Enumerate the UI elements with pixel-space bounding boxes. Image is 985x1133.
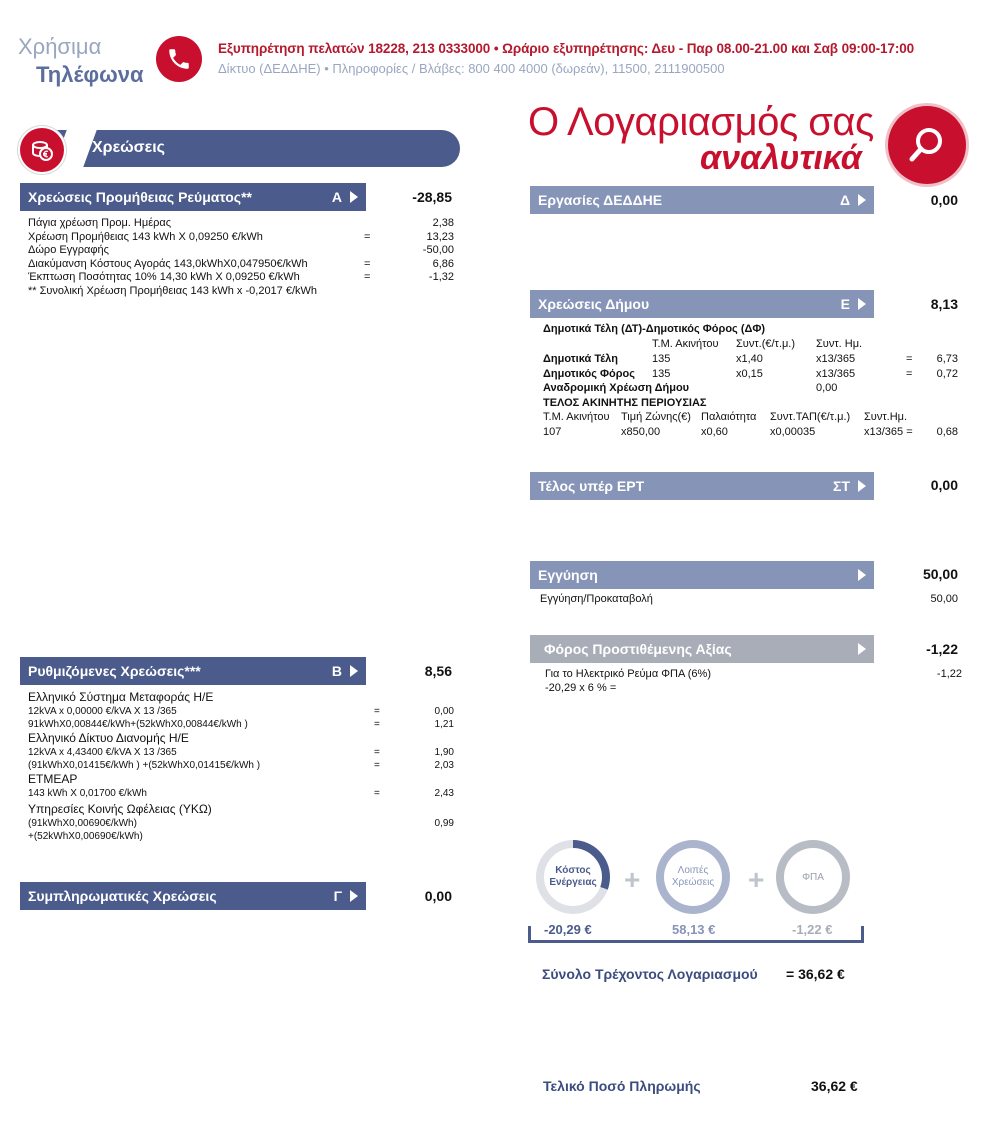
guarantee-bar[interactable] (530, 561, 874, 589)
phone-icon (156, 36, 202, 82)
final-payment-value: 36,62 € (811, 1078, 858, 1094)
arrow-right-icon (350, 890, 358, 902)
row-label: Διακύμανση Κόστους Αγοράς 143,0kWhX0,047950€/kWh (28, 257, 308, 270)
total-label: Σύνολο Τρέχοντος Λογαριασμού (542, 966, 758, 982)
donut-label: Χρεώσεις (671, 877, 715, 888)
row-eq: = (374, 760, 380, 771)
section-a-row (28, 258, 454, 272)
row-eq: = (364, 230, 371, 243)
row-cell: 135 (652, 368, 671, 380)
vat-row-value: -1,22 (936, 668, 962, 680)
arrow-right-icon (350, 665, 358, 677)
donut-label: ΦΠΑ (802, 871, 824, 883)
row-label: +(52kWhX0,00690€/kWh) (28, 831, 143, 842)
row-cell: x13/365 (816, 353, 856, 365)
row-eq: = (364, 257, 371, 270)
row-label: Αναδρομική Χρέωση Δήμου (543, 382, 690, 394)
row-cell: 135 (652, 353, 671, 365)
row-label: Έκπτωση Ποσότητας 10% 14,30 kWh X 0,09250 €/kWh (28, 271, 300, 283)
row-label: Πάγια χρέωση Προμ. Ημέρας (28, 217, 172, 229)
section-c-bar[interactable] (20, 882, 366, 910)
section-e-amount: 8,13 (930, 296, 958, 312)
other-charges-value: 58,13 € (672, 922, 716, 937)
row-value: 0,72 (936, 368, 958, 380)
row-value: 13,23 (426, 230, 454, 243)
transmission-title: Ελληνικό Σύστημα Μεταφοράς Η/Ε (28, 690, 214, 704)
row-eq: = (374, 788, 380, 799)
row-label: Δημοτικός Φόρος (543, 368, 635, 380)
row-value: 6,86 (432, 257, 454, 270)
customer-service-info: Εξυπηρέτηση πελατών 18228, 213 0333000 • Ωράριο εξυπηρέτησης: Δευ - Παρ 08.00-21.00 και Σαβ 09:00-17:00 (218, 41, 915, 56)
row-label: ** Συνολική Χρέωση Προμήθειας 143 kWh x -0,2017 €/kWh (28, 284, 318, 297)
section-e-code: Ε (840, 296, 850, 312)
section-d-bar[interactable] (530, 186, 874, 214)
row-label: (91kWhX0,00690€/kWh) (28, 818, 137, 829)
municipal-subtitle: Δημοτικά Τέλη (ΔΤ)-Δημοτικός Φόρος (ΔΦ) (543, 323, 766, 335)
arrow-right-icon (858, 298, 866, 310)
section-a-row (28, 231, 454, 245)
energy-cost-donut (536, 840, 610, 914)
section-a-rows (28, 217, 454, 298)
arrow-right-icon (858, 569, 866, 581)
section-d-amount: 0,00 (930, 192, 958, 208)
col-header: Τ.Μ. Ακινήτου (652, 338, 719, 350)
section-c-code: Γ (333, 888, 342, 904)
etmear-title: ΕΤΜΕΑΡ (28, 772, 78, 786)
section-st-amount: 0,00 (930, 477, 958, 493)
col-header: Τ.Μ. Ακινήτου (543, 411, 610, 423)
section-a-row (28, 244, 454, 258)
row-cell: x0,60 (701, 426, 728, 438)
network-info: Δίκτυο (ΔΕΔΔΗΕ) • Πληροφορίες / Βλάβες: 800 400 4000 (δωρεάν), 11500, 2111900500 (218, 61, 725, 76)
row-value: 1,90 (434, 747, 454, 758)
section-a-code: Α (331, 189, 342, 205)
row-cell: x0,00035 (770, 426, 816, 438)
bill-title-line2: αναλυτικά (700, 139, 862, 177)
yko-title: Υπηρεσίες Κοινής Ωφέλειας (ΥΚΩ) (28, 802, 212, 816)
magnifier-icon (888, 106, 966, 184)
vat-donut (776, 840, 850, 914)
row-value: 0,68 (936, 426, 958, 438)
row-label: Δημοτικά Τέλη (543, 353, 619, 365)
row-value: -1,32 (428, 271, 454, 283)
row-value: 1,21 (434, 719, 454, 730)
row-cell: x13/365 = (864, 426, 913, 438)
row-eq (364, 217, 394, 231)
vat-label: Φόρος Προστιθέμενης Αξίας (544, 641, 732, 657)
col-header: Συντ.(€/τ.μ.) (736, 338, 796, 350)
row-cell: 107 (543, 426, 562, 438)
section-st-bar[interactable] (530, 472, 874, 500)
donut-label: Κόστος (555, 865, 591, 876)
total-value: = 36,62 € (786, 966, 845, 982)
row-cell: x0,15 (736, 368, 763, 380)
section-a-bar[interactable] (20, 183, 366, 211)
row-value: 2,03 (434, 760, 454, 771)
vat-amount: -1,22 (926, 641, 958, 657)
row-value: 6,73 (936, 353, 958, 365)
section-e-label: Χρεώσεις Δήμου (538, 296, 650, 312)
section-a-row (28, 271, 454, 285)
col-header: Συντ.Ημ. (864, 411, 908, 423)
col-header: Συντ.ΤΑΠ(€/τ.μ.) (770, 411, 851, 423)
guarantee-amount: 50,00 (922, 566, 958, 582)
section-d-label: Εργασίες ΔΕΔΔΗΕ (538, 192, 663, 208)
col-header: Τιμή Ζώνης(€) (621, 411, 691, 423)
col-header: Συντ. Ημ. (816, 338, 863, 350)
row-cell: x850,00 (621, 426, 661, 438)
arrow-right-icon (858, 480, 866, 492)
vat-row-label: Για το Ηλεκτρικό Ρεύμα ΦΠΑ (6%) (545, 668, 711, 680)
useful-phones-label-1: Χρήσιμα (18, 34, 102, 59)
section-a-row (28, 217, 454, 231)
guarantee-label: Εγγύηση (538, 567, 598, 583)
row-label: 12kVA x 4,43400 €/kVA X 13 /365 (28, 747, 177, 758)
final-payment-label: Τελικό Ποσό Πληρωμής (543, 1078, 701, 1094)
useful-phones-label-2: Τηλέφωνα (36, 62, 144, 87)
row-eq: = (374, 719, 380, 730)
section-st-code: ΣΤ (833, 478, 850, 494)
coins-icon (20, 128, 64, 172)
arrow-right-icon (350, 191, 358, 203)
section-a-amount: -28,85 (412, 189, 452, 205)
bill-title-line1: Ο Λογαριασμός σας (528, 100, 874, 144)
row-eq (364, 244, 394, 258)
donut-label: Ενέργειας (549, 877, 597, 888)
charges-header-title: Χρεώσεις (92, 139, 165, 156)
section-e-bar[interactable] (530, 290, 874, 318)
row-eq: = (906, 368, 913, 380)
energy-cost-value: -20,29 € (544, 922, 592, 937)
arrow-right-icon (858, 194, 866, 206)
section-b-bar[interactable] (20, 657, 366, 685)
section-a-label: Χρεώσεις Προμήθειας Ρεύματος** (28, 189, 252, 205)
section-st-label: Τέλος υπέρ ΕΡΤ (538, 478, 645, 494)
row-value: -50,00 (422, 244, 454, 256)
other-charges-donut (656, 840, 730, 914)
row-value: 2,43 (434, 788, 454, 799)
section-d-code: Δ (839, 192, 850, 208)
vat-row-calc: -20,29 x 6 % = (545, 682, 617, 694)
donut-label: Λοιπές (677, 865, 709, 876)
row-label: Δώρο Εγγραφής (28, 244, 109, 256)
row-label: 91kWhX0,00844€/kWh+(52kWhX0,00844€/kWh ) (28, 719, 248, 730)
vat-bar[interactable] (530, 635, 874, 663)
row-eq: = (374, 706, 380, 717)
section-a-row (28, 285, 454, 299)
row-cell: x1,40 (736, 353, 763, 365)
col-header: Παλαιότητα (701, 411, 757, 423)
vat-value: -1,22 € (792, 922, 833, 937)
plus-icon: + (748, 864, 765, 895)
row-eq: = (906, 353, 913, 365)
row-label: 143 kWh X 0,01700 €/kWh (28, 788, 147, 799)
distribution-title: Ελληνικό Δίκτυο Διανομής Η/Ε (28, 731, 189, 745)
guarantee-row-value: 50,00 (930, 593, 958, 605)
plus-icon: + (624, 864, 641, 895)
row-value: 0,00 (434, 706, 454, 717)
guarantee-row-label: Εγγύηση/Προκαταβολή (540, 593, 653, 605)
row-value: 0,99 (434, 818, 454, 829)
row-label: Χρέωση Προμήθειας 143 kWh X 0,09250 €/kWh (28, 230, 263, 243)
section-b-label: Ρυθμιζόμενες Χρεώσεις*** (28, 663, 201, 679)
arrow-right-icon (858, 643, 866, 655)
section-c-amount: 0,00 (424, 888, 452, 904)
section-b-code: Β (331, 663, 342, 679)
row-value: 0,00 (816, 382, 838, 394)
section-b-rows (28, 690, 454, 843)
row-value: 2,38 (432, 217, 454, 229)
row-eq: = (374, 747, 380, 758)
section-c-label: Συμπληρωματικές Χρεώσεις (28, 888, 217, 904)
row-cell: x13/365 (816, 368, 856, 380)
section-b-amount: 8,56 (424, 663, 452, 679)
row-eq: = (364, 271, 371, 283)
tap-title: ΤΕΛΟΣ ΑΚΙΝΗΤΗΣ ΠΕΡΙΟΥΣΙΑΣ (543, 397, 707, 409)
row-label: 12kVA x 0,00000 €/kVA X 13 /365 (28, 706, 177, 717)
row-label: (91kWhX0,01415€/kWh ) +(52kWhX0,01415€/kWh ) (28, 760, 261, 771)
